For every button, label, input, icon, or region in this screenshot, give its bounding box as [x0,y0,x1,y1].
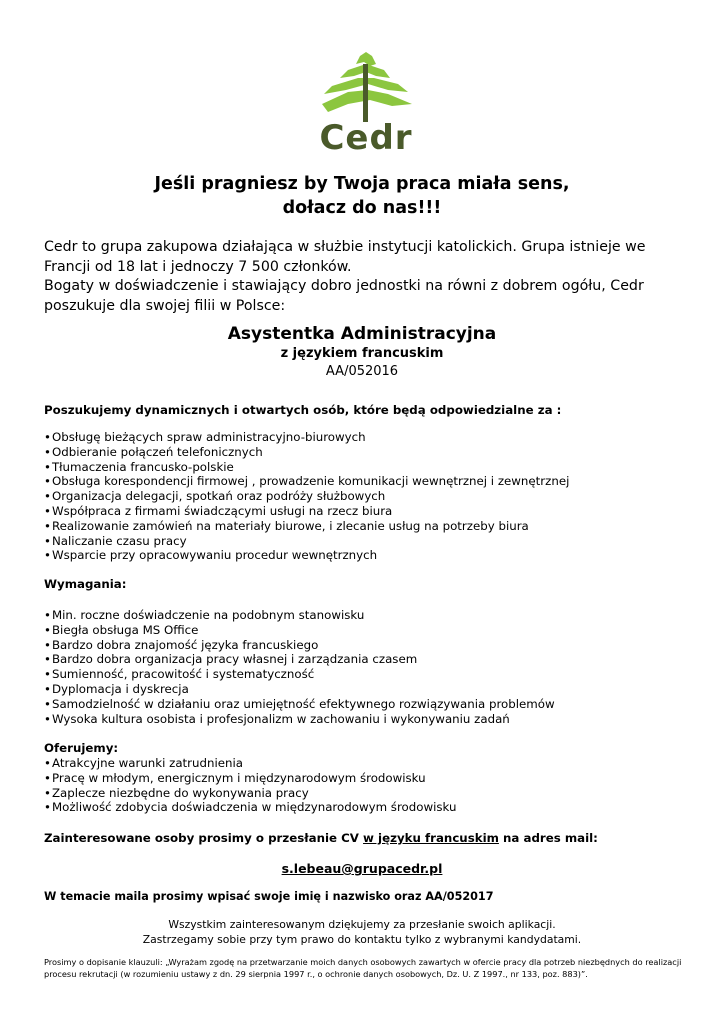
list-item: • Wsparcie przy opracowywaniu procedur wewnętrznych [44,548,569,563]
list-item: • Naliczanie czasu pracy [44,534,569,549]
list-item: • Pracę w młodym, energicznym i międzynarodowym środowisku [44,771,457,786]
headline-line-2: dołacz do nas!!! [282,198,442,218]
thanks-line-2: Zastrzegamy sobie przy tym prawo do kontaktu tylko z wybranymi kandydatami. [142,933,582,946]
list-item: • Samodzielność w działaniu oraz umiejętność efektywnego rozwiązywania problemów [44,697,555,712]
subject-note: W temacie maila prosimy wpisać swoje imię i nazwisko oraz AA/052017 [44,890,494,903]
logo-text: Cedr [319,118,413,158]
requirements-heading: Wymagania: [44,577,127,591]
list-item: • Możliwość zdobycia doświadczenia w międzynarodowym środowisku [44,800,457,815]
list-item: • Wysoka kultura osobista i profesjonalizm w zachowaniu i wykonywaniu zadań [44,712,555,727]
thanks-line-1: Wszystkim zainteresowanym dziękujemy za przesłanie swoich aplikacji. [168,918,556,931]
list-item: • Biegła obsługa MS Office [44,623,555,638]
position-code: AA/052016 [325,364,399,379]
headline-line-1: Jeśli pragniesz by Twoja praca miała sens, [154,174,570,194]
list-item: • Dyplomacja i dyskrecja [44,682,555,697]
list-item: • Odbieranie połączeń telefonicznych [44,445,569,460]
apply-text-after: na adres mail: [498,831,598,845]
position-subtitle: z językiem francuskim [280,346,444,361]
list-item: • Współpraca z firmami świadczącymi usługi na rzecz biura [44,504,569,519]
list-item: • Obsługa korespondencji firmowej , prowadzenie komunikacji wewnętrznej i zewnętrznej [44,474,569,489]
offer-heading: Oferujemy: [44,741,119,755]
list-item: • Bardzo dobra organizacja pracy własnej i zarządzania czasem [44,652,555,667]
list-item: • Obsługę bieżących spraw administracyjno-biurowych [44,430,569,445]
position-title: Asystentka Administracyjna [227,324,497,344]
list-item: • Atrakcyjne warunki zatrudnienia [44,756,457,771]
intro-paragraph-2: Bogaty w doświadczenie i stawiający dobro jednostki na równi z dobrem ogółu, Cedr poszukuje dla swojej filii w Polsce: [44,278,644,314]
responsibilities-heading: Poszukujemy dynamicznych i otwartych osób, które będą odpowiedzialne za : [44,403,562,417]
cedr-logo [318,52,414,164]
consent-clause: Prosimy o dopisanie klauzuli: „Wyrażam zgodę na przetwarzanie moich danych osobowych zawartych w ofercie pracy dla potrzeb niezbędnych do realizacji procesu rekrutacji (w rozumieniu ustawy z dn. 29 sierpnia 1997 r., o ochronie danych osobowych, Dz. U. Z 1997., nr 133, poz. 883)”. [44,957,682,979]
responsibilities-list [44,430,569,563]
apply-text-before: Zainteresowane osoby prosimy o przesłanie CV [44,831,364,845]
list-item: • Organizacja delegacji, spotkań oraz podróży służbowych [44,489,569,504]
apply-language-emphasis: w języku francuskim [363,831,499,845]
intro-paragraph-1: Cedr to grupa zakupowa działająca w służbie instytucji katolickich. Grupa istnieje we Francji od 18 lat i jednoczy 7 500 członków. [44,239,646,275]
list-item: • Sumienność, pracowitość i systematyczność [44,667,555,682]
list-item: • Zaplecze niezbędne do wykonywania pracy [44,786,457,801]
requirements-list [44,608,555,726]
email-link[interactable]: s.lebeau@grupacedr.pl [281,861,443,876]
apply-instruction [44,831,598,845]
cedar-tree-icon [318,52,414,122]
intro-text [44,238,684,316]
offer-list [44,756,457,815]
list-item: • Min. roczne doświadczenie na podobnym stanowisku [44,608,555,623]
list-item: • Bardzo dobra znajomość języka francuskiego [44,638,555,653]
list-item: • Realizowanie zamówień na materiały biurowe, i zlecanie usług na potrzeby biura [44,519,569,534]
list-item: • Tłumaczenia francusko-polskie [44,460,569,475]
